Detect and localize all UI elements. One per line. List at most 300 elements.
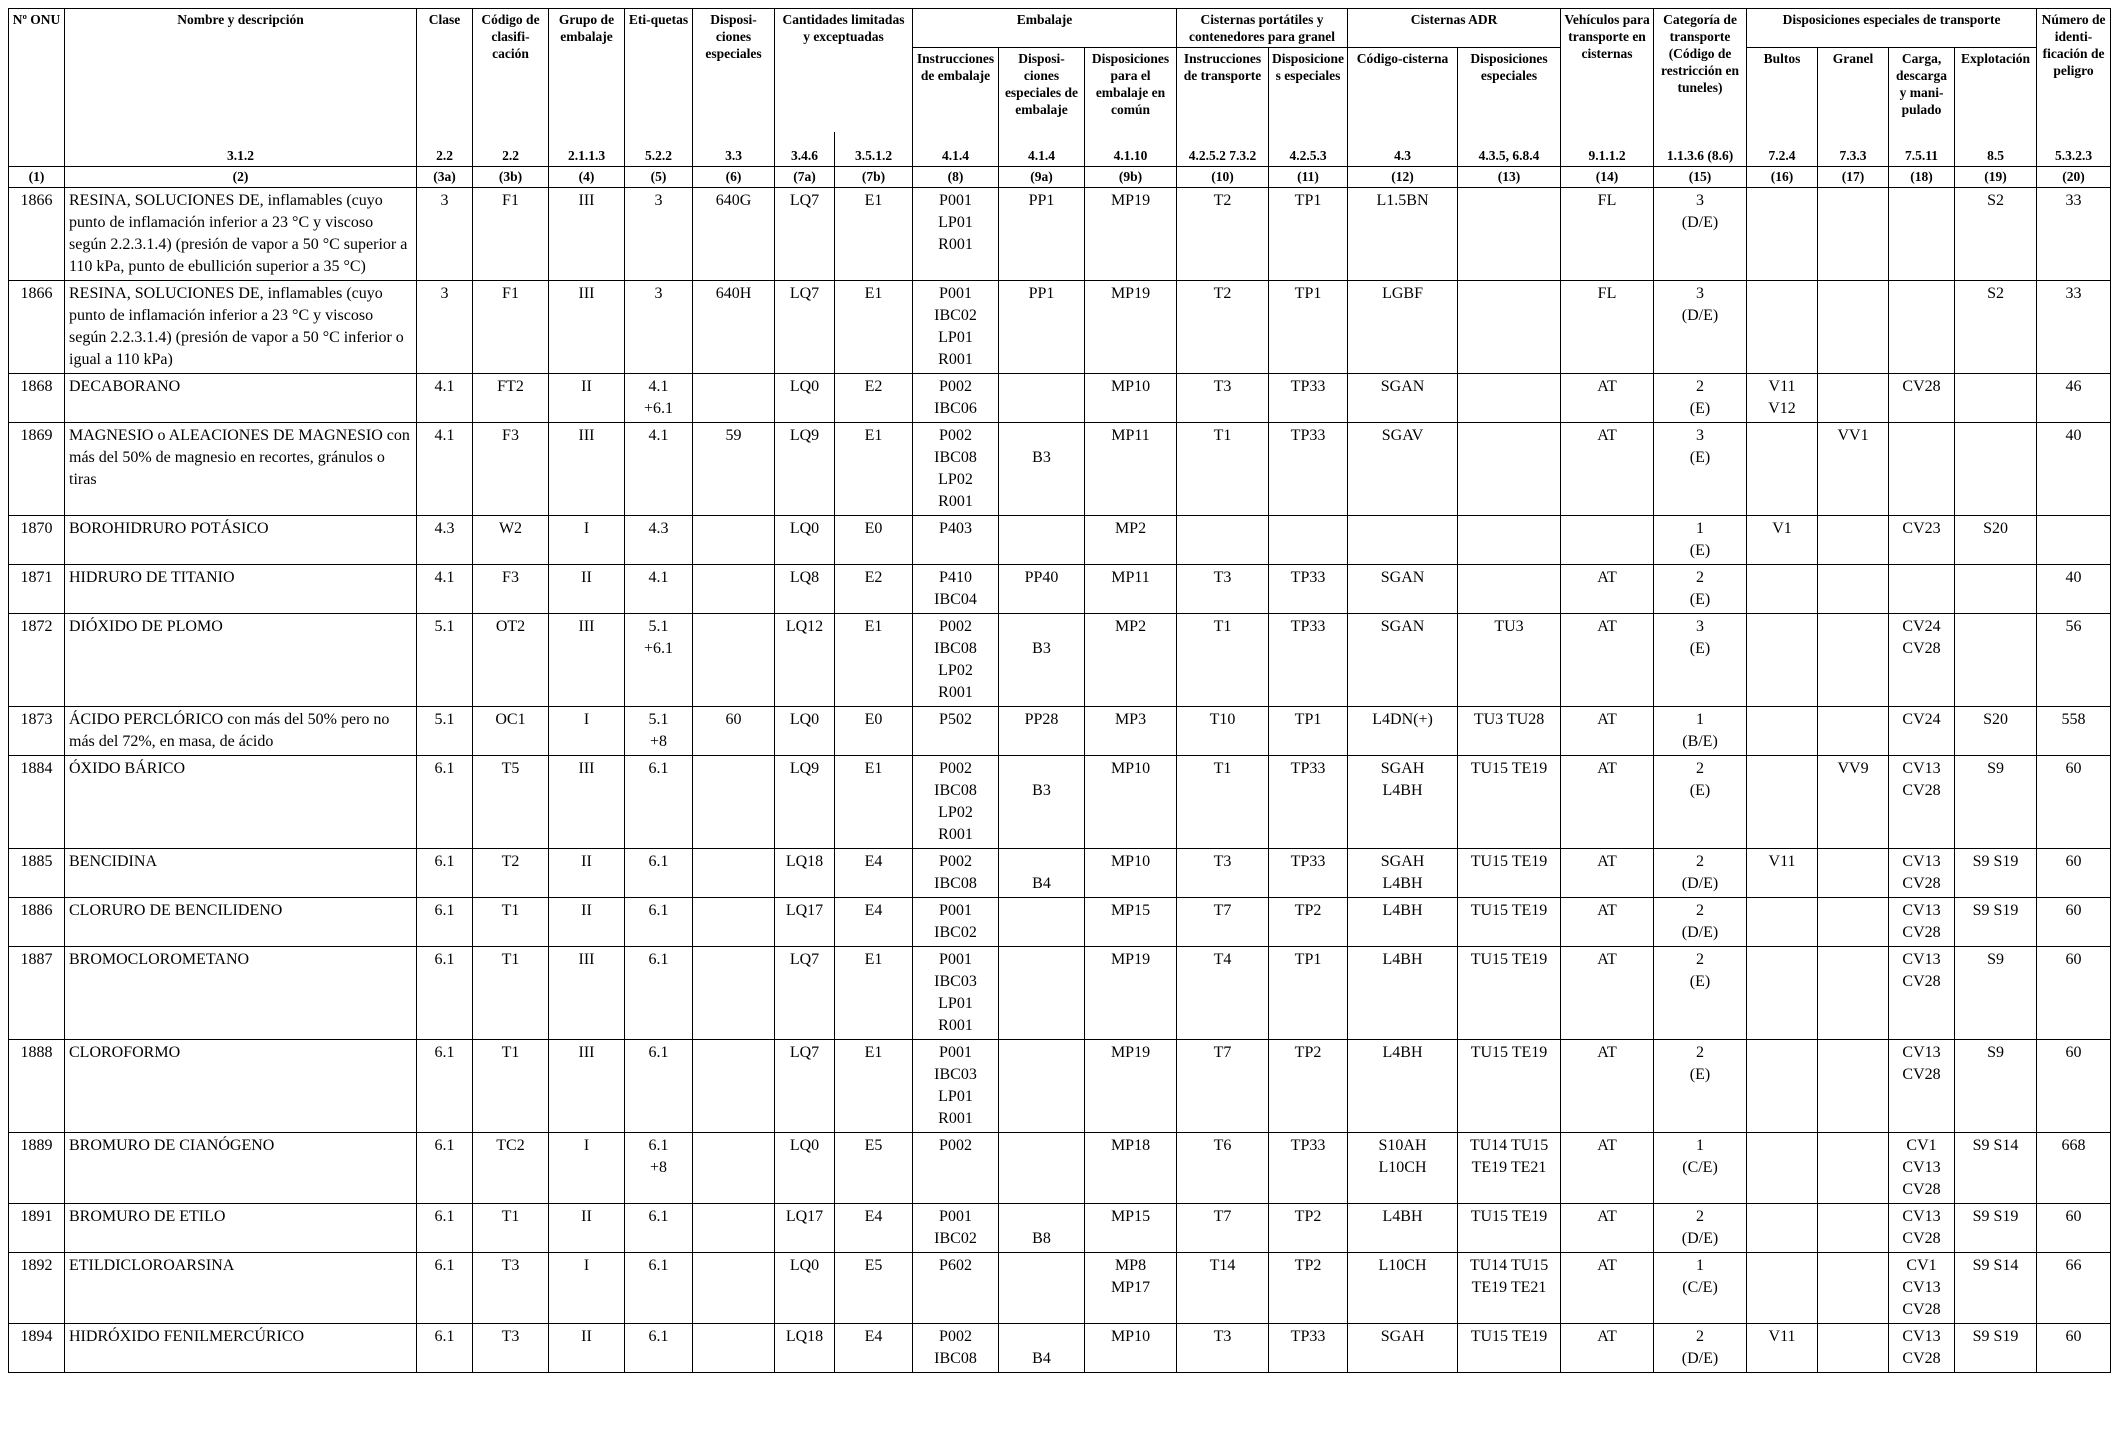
portable-tank-instructions-cell: T1 (1177, 613, 1269, 706)
un-number-cell: 1872 (9, 613, 65, 706)
un-number-cell: 1869 (9, 422, 65, 515)
class-cell: 6.1 (417, 1203, 473, 1252)
header-packing-instructions: Instrucciones de embalaje (913, 48, 999, 132)
transport-category-cell: 2 (E) (1654, 755, 1747, 848)
header-un-no: Nº ONU (9, 9, 65, 132)
header-hazard-id: Número de identi-ficación de peligro (2037, 9, 2111, 132)
hazard-id-number-cell: 668 (2037, 1132, 2111, 1203)
mixed-packing-cell: MP15 (1085, 1203, 1177, 1252)
packages-provisions-cell (1747, 187, 1818, 280)
excepted-quantity-cell: E5 (835, 1252, 913, 1323)
packages-provisions-cell (1747, 1252, 1818, 1323)
bulk-provisions-cell (1818, 564, 1889, 613)
portable-tank-special-cell: TP2 (1269, 1203, 1348, 1252)
tank-special-provisions-cell: TU15 TE19 (1458, 897, 1561, 946)
header-pt-instructions: Instrucciones de transporte (1177, 48, 1269, 132)
limited-quantity-cell: LQ18 (775, 848, 835, 897)
operation-provisions-cell: S9 S14 (1955, 1252, 2037, 1323)
labels-cell: 4.1 (625, 564, 693, 613)
un-number-cell: 1886 (9, 897, 65, 946)
transport-category-cell: 2 (D/E) (1654, 897, 1747, 946)
vehicle-cell: AT (1561, 1132, 1654, 1203)
column-number: (19) (1955, 166, 2037, 187)
transport-category-cell: 2 (E) (1654, 1039, 1747, 1132)
transport-category-cell: 2 (D/E) (1654, 848, 1747, 897)
portable-tank-special-cell: TP2 (1269, 897, 1348, 946)
column-number: (4) (549, 166, 625, 187)
class-cell: 6.1 (417, 1252, 473, 1323)
packages-provisions-cell: V1 (1747, 515, 1818, 564)
special-provisions-cell: 60 (693, 706, 775, 755)
tank-code-cell: LGBF (1348, 280, 1458, 373)
labels-cell: 6.1 (625, 897, 693, 946)
special-provisions-cell (693, 515, 775, 564)
packing-instructions-cell: P602 (913, 1252, 999, 1323)
packing-group-cell: II (549, 897, 625, 946)
limited-quantity-cell: LQ8 (775, 564, 835, 613)
un-number-cell: 1870 (9, 515, 65, 564)
un-number-cell: 1891 (9, 1203, 65, 1252)
mixed-packing-cell: MP19 (1085, 187, 1177, 280)
mixed-packing-cell: MP10 (1085, 373, 1177, 422)
packing-instructions-cell: P001 IBC02 LP01 R001 (913, 280, 999, 373)
packing-instructions-cell: P002 (913, 1132, 999, 1203)
column-reference: 8.5 (1955, 132, 2037, 167)
class-cell: 6.1 (417, 1323, 473, 1372)
labels-cell: 4.1 (625, 422, 693, 515)
limited-quantity-cell: LQ17 (775, 1203, 835, 1252)
tank-special-provisions-cell (1458, 280, 1561, 373)
classification-code-cell: T1 (473, 1203, 549, 1252)
classification-code-cell: F3 (473, 564, 549, 613)
transport-category-cell: 3 (D/E) (1654, 187, 1747, 280)
transport-category-cell: 3 (E) (1654, 422, 1747, 515)
class-cell: 6.1 (417, 1039, 473, 1132)
packing-special-provisions-cell (999, 1132, 1085, 1203)
labels-cell: 5.1 +6.1 (625, 613, 693, 706)
limited-quantity-cell: LQ18 (775, 1323, 835, 1372)
vehicle-cell (1561, 515, 1654, 564)
reference-row (9, 132, 2111, 167)
portable-tank-special-cell: TP33 (1269, 373, 1348, 422)
tank-special-provisions-cell: TU15 TE19 (1458, 1039, 1561, 1132)
loading-provisions-cell: CV13 CV28 (1889, 1203, 1955, 1252)
packing-special-provisions-cell: B3 (999, 422, 1085, 515)
column-reference: 4.2.5.3 (1269, 132, 1348, 167)
name-description-cell: BROMOCLOROMETANO (65, 946, 417, 1039)
tank-code-cell: L4BH (1348, 1203, 1458, 1252)
hazard-id-number-cell: 46 (2037, 373, 2111, 422)
limited-quantity-cell: LQ0 (775, 706, 835, 755)
vehicle-cell: AT (1561, 564, 1654, 613)
excepted-quantity-cell: E1 (835, 755, 913, 848)
bulk-provisions-cell (1818, 706, 1889, 755)
name-description-cell: CLOROFORMO (65, 1039, 417, 1132)
class-cell: 4.1 (417, 422, 473, 515)
column-reference: 3.1.2 (65, 132, 417, 167)
class-cell: 6.1 (417, 946, 473, 1039)
loading-provisions-cell: CV1 CV13 CV28 (1889, 1132, 1955, 1203)
packing-group-cell: II (549, 373, 625, 422)
class-cell: 6.1 (417, 755, 473, 848)
packing-special-provisions-cell: B3 (999, 613, 1085, 706)
hazard-id-number-cell: 60 (2037, 897, 2111, 946)
tank-special-provisions-cell: TU15 TE19 (1458, 946, 1561, 1039)
tank-code-cell: L4BH (1348, 946, 1458, 1039)
column-reference: 4.2.5.2 7.3.2 (1177, 132, 1269, 167)
packing-special-provisions-cell: B8 (999, 1203, 1085, 1252)
packing-special-provisions-cell: PP28 (999, 706, 1085, 755)
header-packaging: Embalaje (913, 9, 1177, 48)
packages-provisions-cell (1747, 897, 1818, 946)
vehicle-cell: AT (1561, 1252, 1654, 1323)
portable-tank-instructions-cell: T14 (1177, 1252, 1269, 1323)
loading-provisions-cell: CV13 CV28 (1889, 897, 1955, 946)
name-description-cell: RESINA, SOLUCIONES DE, inflamables (cuyo punto de inflamación inferior a 23 °C y viscoso según 2.2.3.1.4) (presión de vapor a 50 °C superior a 110 kPa, punto de ebullición superior a 35 °C) (65, 187, 417, 280)
table-row (9, 755, 2111, 848)
class-cell: 5.1 (417, 613, 473, 706)
column-reference: 5.2.2 (625, 132, 693, 167)
packing-instructions-cell: P002 IBC08 LP02 R001 (913, 613, 999, 706)
loading-provisions-cell (1889, 280, 1955, 373)
name-description-cell: ÓXIDO BÁRICO (65, 755, 417, 848)
tank-code-cell: L4BH (1348, 897, 1458, 946)
mixed-packing-cell: MP10 (1085, 755, 1177, 848)
packing-instructions-cell: P001 IBC02 (913, 1203, 999, 1252)
header-special-transport: Disposiciones especiales de transporte (1747, 9, 2037, 48)
bulk-provisions-cell (1818, 946, 1889, 1039)
packages-provisions-cell: V11 V12 (1747, 373, 1818, 422)
transport-category-cell: 2 (E) (1654, 564, 1747, 613)
transport-category-cell: 3 (D/E) (1654, 280, 1747, 373)
packing-group-cell: III (549, 755, 625, 848)
column-reference: 4.3.5, 6.8.4 (1458, 132, 1561, 167)
class-cell: 4.1 (417, 373, 473, 422)
column-reference: 7.5.11 (1889, 132, 1955, 167)
portable-tank-instructions-cell: T3 (1177, 848, 1269, 897)
table-row (9, 373, 2111, 422)
tank-code-cell: SGAH L4BH (1348, 848, 1458, 897)
bulk-provisions-cell (1818, 1323, 1889, 1372)
name-description-cell: BOROHIDRURO POTÁSICO (65, 515, 417, 564)
packages-provisions-cell (1747, 755, 1818, 848)
loading-provisions-cell: CV13 CV28 (1889, 1323, 1955, 1372)
packing-instructions-cell: P001 IBC03 LP01 R001 (913, 946, 999, 1039)
un-number-cell: 1866 (9, 187, 65, 280)
tank-special-provisions-cell: TU3 TU28 (1458, 706, 1561, 755)
portable-tank-special-cell: TP1 (1269, 187, 1348, 280)
name-description-cell: MAGNESIO o ALEACIONES DE MAGNESIO con más del 50% de magnesio en recortes, gránulos o tiras (65, 422, 417, 515)
table-row (9, 1132, 2111, 1203)
table-row (9, 706, 2111, 755)
portable-tank-special-cell: TP33 (1269, 422, 1348, 515)
class-cell: 4.3 (417, 515, 473, 564)
portable-tank-special-cell: TP33 (1269, 848, 1348, 897)
labels-cell: 6.1 (625, 1323, 693, 1372)
classification-code-cell: FT2 (473, 373, 549, 422)
transport-category-cell: 1 (E) (1654, 515, 1747, 564)
loading-provisions-cell (1889, 422, 1955, 515)
packing-group-cell: II (549, 564, 625, 613)
tank-special-provisions-cell (1458, 515, 1561, 564)
limited-quantity-cell: LQ0 (775, 515, 835, 564)
mixed-packing-cell: MP19 (1085, 1039, 1177, 1132)
excepted-quantity-cell: E0 (835, 515, 913, 564)
column-reference: 4.1.10 (1085, 132, 1177, 167)
name-description-cell: HIDRÓXIDO FENILMERCÚRICO (65, 1323, 417, 1372)
tank-special-provisions-cell: TU15 TE19 (1458, 1323, 1561, 1372)
packages-provisions-cell (1747, 280, 1818, 373)
operation-provisions-cell: S2 (1955, 187, 2037, 280)
transport-category-cell: 2 (D/E) (1654, 1323, 1747, 1372)
packing-instructions-cell: P002 IBC08 LP02 R001 (913, 755, 999, 848)
column-number: (3b) (473, 166, 549, 187)
vehicle-cell: AT (1561, 897, 1654, 946)
packing-instructions-cell: P002 IBC08 LP02 R001 (913, 422, 999, 515)
class-cell: 6.1 (417, 848, 473, 897)
classification-code-cell: F3 (473, 422, 549, 515)
name-description-cell: RESINA, SOLUCIONES DE, inflamables (cuyo punto de inflamación inferior a 23 °C y viscoso según 2.2.3.1.4) (presión de vapor a 50 °C inferior o igual a 110 kPa) (65, 280, 417, 373)
bulk-provisions-cell (1818, 1132, 1889, 1203)
column-reference: 5.3.2.3 (2037, 132, 2111, 167)
table-row (9, 1252, 2111, 1323)
labels-cell: 3 (625, 280, 693, 373)
column-reference: 7.3.3 (1818, 132, 1889, 167)
table-body (9, 187, 2111, 1372)
limited-quantity-cell: LQ7 (775, 187, 835, 280)
limited-quantity-cell: LQ7 (775, 946, 835, 1039)
packing-group-cell: I (549, 1252, 625, 1323)
packages-provisions-cell (1747, 1039, 1818, 1132)
name-description-cell: DECABORANO (65, 373, 417, 422)
operation-provisions-cell: S9 S14 (1955, 1132, 2037, 1203)
classification-code-cell: OT2 (473, 613, 549, 706)
operation-provisions-cell: S20 (1955, 706, 2037, 755)
vehicle-cell: AT (1561, 1203, 1654, 1252)
tank-code-cell: SGAN (1348, 564, 1458, 613)
column-number: (15) (1654, 166, 1747, 187)
column-number: (7b) (835, 166, 913, 187)
vehicle-cell: AT (1561, 706, 1654, 755)
transport-category-cell: 1 (C/E) (1654, 1252, 1747, 1323)
classification-code-cell: F1 (473, 187, 549, 280)
column-reference: 3.4.6 (775, 132, 835, 167)
packing-instructions-cell: P001 LP01 R001 (913, 187, 999, 280)
bulk-provisions-cell (1818, 515, 1889, 564)
table-row (9, 515, 2111, 564)
labels-cell: 6.1 +8 (625, 1132, 693, 1203)
column-reference: 3.5.1.2 (835, 132, 913, 167)
loading-provisions-cell: CV24 (1889, 706, 1955, 755)
classification-code-cell: OC1 (473, 706, 549, 755)
packing-instructions-cell: P001 IBC03 LP01 R001 (913, 1039, 999, 1132)
mixed-packing-cell: MP2 (1085, 515, 1177, 564)
packing-instructions-cell: P002 IBC08 (913, 1323, 999, 1372)
header-packing-group: Grupo de embalaje (549, 9, 625, 132)
packing-instructions-cell: P403 (913, 515, 999, 564)
transport-category-cell: 2 (E) (1654, 946, 1747, 1039)
packages-provisions-cell (1747, 613, 1818, 706)
header-vehicle: Vehículos para transporte en cisternas (1561, 9, 1654, 132)
classification-code-cell: T2 (473, 848, 549, 897)
table-row (9, 1039, 2111, 1132)
portable-tank-instructions-cell: T2 (1177, 280, 1269, 373)
loading-provisions-cell: CV24 CV28 (1889, 613, 1955, 706)
packing-instructions-cell: P410 IBC04 (913, 564, 999, 613)
tank-code-cell: L10CH (1348, 1252, 1458, 1323)
class-cell: 3 (417, 280, 473, 373)
operation-provisions-cell: S9 S19 (1955, 1203, 2037, 1252)
labels-cell: 3 (625, 187, 693, 280)
vehicle-cell: AT (1561, 373, 1654, 422)
class-cell: 4.1 (417, 564, 473, 613)
excepted-quantity-cell: E4 (835, 848, 913, 897)
column-number: (9a) (999, 166, 1085, 187)
header-classification-code: Código de clasifi-cación (473, 9, 549, 132)
column-number: (12) (1348, 166, 1458, 187)
labels-cell: 6.1 (625, 1039, 693, 1132)
packages-provisions-cell: V11 (1747, 1323, 1818, 1372)
excepted-quantity-cell: E1 (835, 187, 913, 280)
table-row (9, 1203, 2111, 1252)
column-number: (2) (65, 166, 417, 187)
column-number-row (9, 166, 2111, 187)
excepted-quantity-cell: E2 (835, 564, 913, 613)
column-reference: 4.1.4 (999, 132, 1085, 167)
portable-tank-special-cell: TP2 (1269, 1252, 1348, 1323)
name-description-cell: CLORURO DE BENCILIDENO (65, 897, 417, 946)
tank-code-cell: SGAH (1348, 1323, 1458, 1372)
tank-code-cell: SGAV (1348, 422, 1458, 515)
tank-special-provisions-cell (1458, 373, 1561, 422)
limited-quantity-cell: LQ9 (775, 422, 835, 515)
mixed-packing-cell: MP11 (1085, 564, 1177, 613)
portable-tank-special-cell: TP33 (1269, 1132, 1348, 1203)
header-packages: Bultos (1747, 48, 1818, 132)
vehicle-cell: AT (1561, 946, 1654, 1039)
tank-code-cell: SGAH L4BH (1348, 755, 1458, 848)
loading-provisions-cell (1889, 187, 1955, 280)
portable-tank-special-cell: TP33 (1269, 1323, 1348, 1372)
packages-provisions-cell (1747, 706, 1818, 755)
transport-category-cell: 2 (D/E) (1654, 1203, 1747, 1252)
bulk-provisions-cell (1818, 187, 1889, 280)
operation-provisions-cell: S9 (1955, 755, 2037, 848)
portable-tank-special-cell: TP2 (1269, 1039, 1348, 1132)
column-reference: 4.3 (1348, 132, 1458, 167)
column-number: (10) (1177, 166, 1269, 187)
dangerous-goods-table (8, 8, 2111, 1373)
portable-tank-instructions-cell: T10 (1177, 706, 1269, 755)
transport-category-cell: 1 (B/E) (1654, 706, 1747, 755)
header-tank-code: Código-cisterna (1348, 48, 1458, 132)
hazard-id-number-cell: 60 (2037, 1203, 2111, 1252)
transport-category-cell: 1 (C/E) (1654, 1132, 1747, 1203)
name-description-cell: BROMURO DE ETILO (65, 1203, 417, 1252)
packages-provisions-cell (1747, 422, 1818, 515)
vehicle-cell: AT (1561, 613, 1654, 706)
class-cell: 3 (417, 187, 473, 280)
classification-code-cell: T3 (473, 1323, 549, 1372)
column-reference: 1.1.3.6 (8.6) (1654, 132, 1747, 167)
tank-special-provisions-cell: TU15 TE19 (1458, 1203, 1561, 1252)
labels-cell: 6.1 (625, 1252, 693, 1323)
un-number-cell: 1888 (9, 1039, 65, 1132)
header-transport-category: Categoría de transporte (Código de restricción en tuneles) (1654, 9, 1747, 132)
packing-group-cell: III (549, 187, 625, 280)
portable-tank-special-cell: TP1 (1269, 946, 1348, 1039)
bulk-provisions-cell (1818, 848, 1889, 897)
hazard-id-number-cell: 60 (2037, 1039, 2111, 1132)
special-provisions-cell (693, 1039, 775, 1132)
portable-tank-instructions-cell: T3 (1177, 1323, 1269, 1372)
header-limited-quantities: Cantidades limitadas y exceptuadas (775, 9, 913, 132)
excepted-quantity-cell: E0 (835, 706, 913, 755)
portable-tank-special-cell: TP33 (1269, 564, 1348, 613)
table-row (9, 187, 2111, 280)
mixed-packing-cell: MP8 MP17 (1085, 1252, 1177, 1323)
labels-cell: 4.3 (625, 515, 693, 564)
un-number-cell: 1885 (9, 848, 65, 897)
operation-provisions-cell (1955, 422, 2037, 515)
header-packing-special: Disposi-ciones especiales de embalaje (999, 48, 1085, 132)
header-labels: Eti-quetas (625, 9, 693, 132)
dangerous-goods-table-page (8, 8, 2111, 1373)
special-provisions-cell (693, 1252, 775, 1323)
mixed-packing-cell: MP15 (1085, 897, 1177, 946)
packing-special-provisions-cell (999, 373, 1085, 422)
mixed-packing-cell: MP11 (1085, 422, 1177, 515)
name-description-cell: HIDRURO DE TITANIO (65, 564, 417, 613)
mixed-packing-cell: MP3 (1085, 706, 1177, 755)
hazard-id-number-cell: 40 (2037, 422, 2111, 515)
tank-special-provisions-cell: TU15 TE19 (1458, 848, 1561, 897)
limited-quantity-cell: LQ9 (775, 755, 835, 848)
table-row (9, 946, 2111, 1039)
portable-tank-instructions-cell: T7 (1177, 897, 1269, 946)
excepted-quantity-cell: E1 (835, 280, 913, 373)
limited-quantity-cell: LQ17 (775, 897, 835, 946)
bulk-provisions-cell (1818, 1252, 1889, 1323)
packing-group-cell: III (549, 280, 625, 373)
hazard-id-number-cell: 40 (2037, 564, 2111, 613)
operation-provisions-cell: S2 (1955, 280, 2037, 373)
classification-code-cell: W2 (473, 515, 549, 564)
packing-group-cell: II (549, 1323, 625, 1372)
portable-tank-instructions-cell: T2 (1177, 187, 1269, 280)
excepted-quantity-cell: E4 (835, 1203, 913, 1252)
bulk-provisions-cell (1818, 1203, 1889, 1252)
packing-group-cell: II (549, 1203, 625, 1252)
mixed-packing-cell: MP18 (1085, 1132, 1177, 1203)
mixed-packing-cell: MP2 (1085, 613, 1177, 706)
mixed-packing-cell: MP19 (1085, 280, 1177, 373)
vehicle-cell: AT (1561, 1039, 1654, 1132)
packages-provisions-cell: V11 (1747, 848, 1818, 897)
column-number: (9b) (1085, 166, 1177, 187)
classification-code-cell: F1 (473, 280, 549, 373)
mixed-packing-cell: MP10 (1085, 848, 1177, 897)
header-pt-special: Disposicione s especiales (1269, 48, 1348, 132)
bulk-provisions-cell (1818, 613, 1889, 706)
packing-special-provisions-cell: B4 (999, 1323, 1085, 1372)
special-provisions-cell (693, 897, 775, 946)
packing-special-provisions-cell: PP1 (999, 280, 1085, 373)
hazard-id-number-cell: 60 (2037, 946, 2111, 1039)
header-loading: Carga, descarga y mani-pulado (1889, 48, 1955, 132)
excepted-quantity-cell: E1 (835, 1039, 913, 1132)
column-number: (13) (1458, 166, 1561, 187)
